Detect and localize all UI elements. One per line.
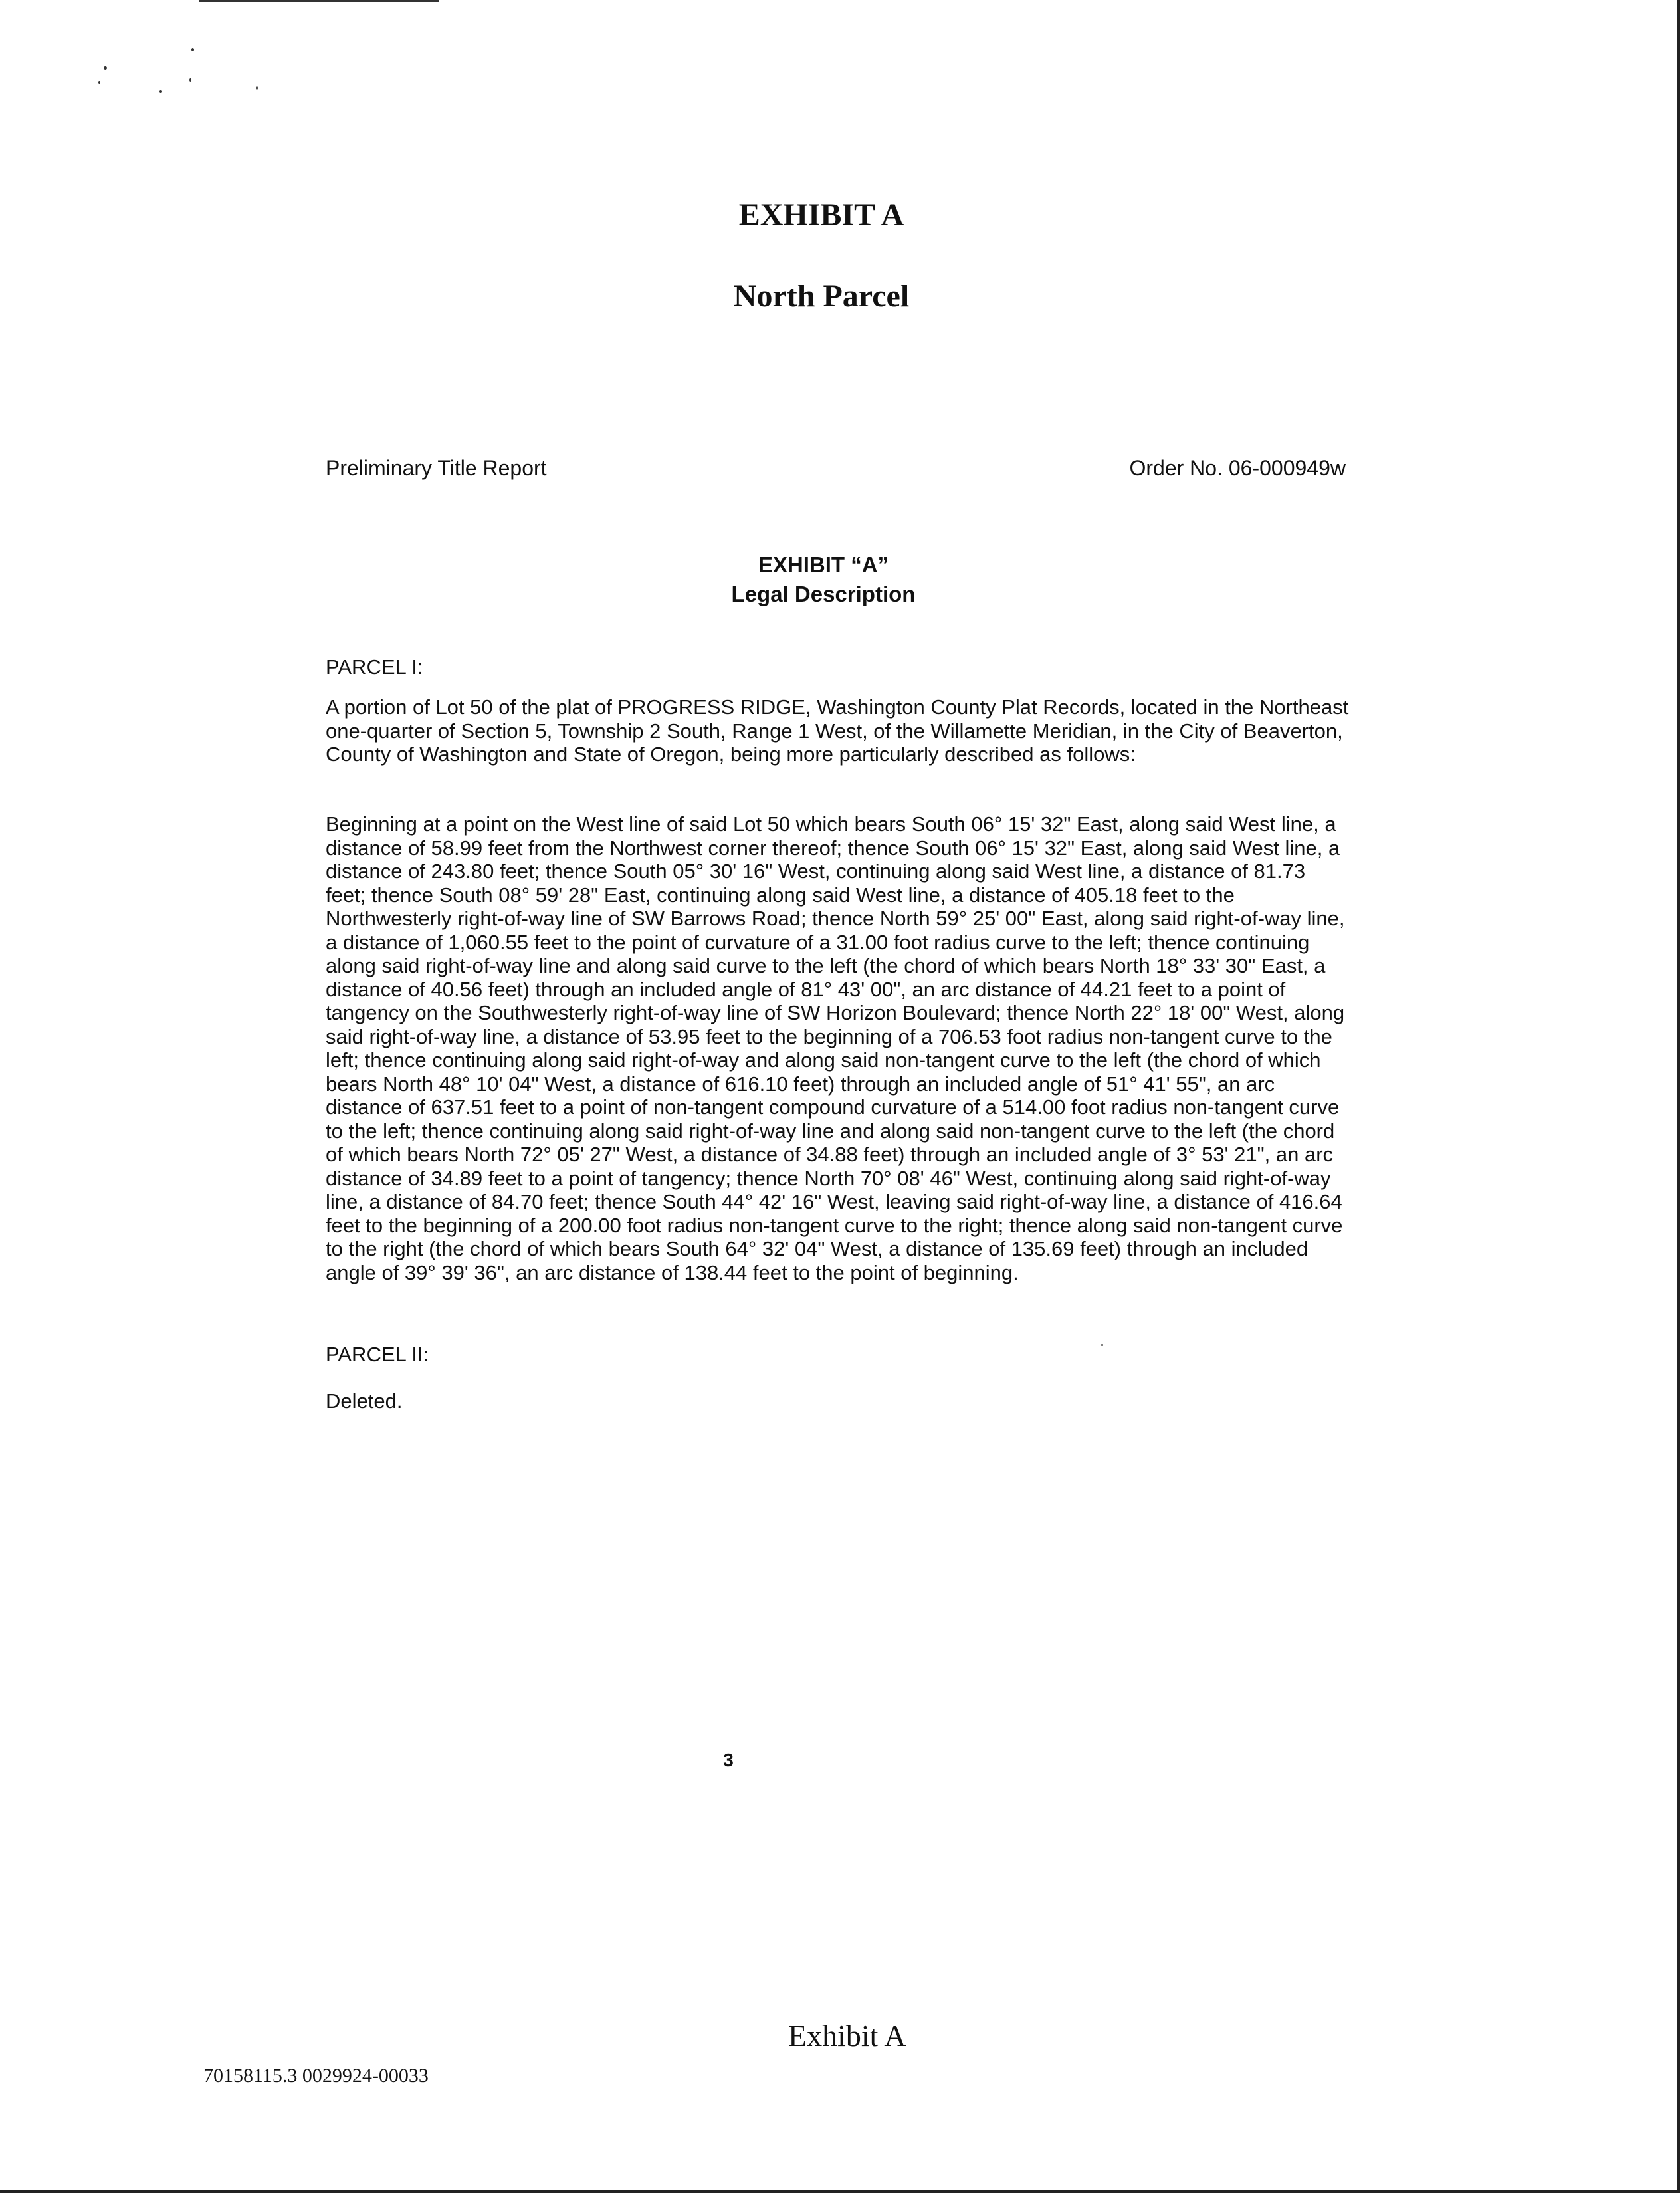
- scan-artifact-edge: [1677, 0, 1680, 2193]
- parcel-ii-label: PARCEL II:: [326, 1343, 429, 1366]
- legal-description-title: Legal Description: [731, 582, 916, 606]
- parcel-ii-text: Deleted.: [326, 1389, 403, 1413]
- parcel-i-label: PARCEL I:: [326, 655, 423, 679]
- legal-description-paragraph: Beginning at a point on the West line of said Lot 50 which bears South 06° 15' 32" East, along said West line, a distance of 58.99 feet from the Northwest corner thereof; thence South 06° 15' 32" East, along said West line, a distance of 243.80 feet; thence South 05° 30' 16" West, continuing along said West line, a distance of 81.73 feet; thence South 08° 59' 28" East, continuing along said West line, a distance of 405.18 feet to the Northwesterly right-of-way line of SW Barrows Road; thence North 59° 25' 00" East, along said right-of-way line, a distance of 1,060.55 feet to the point of curvature of a 31.00 foot radius curve to the left; thence continuing along said right-of-way line and along said curve to the left (the chord of which bears North 18° 33' 30" East, a distance of 40.56 feet) through an included angle of 81° 43' 00", an arc distance of 44.21 feet to a point of tangency on the Southwesterly right-of-way line of SW Horizon Boulevard; thence North 22° 18' 00" West, along said right-of-way line, a distance of 53.95 feet to the beginning of a 706.53 foot radius non-tangent curve to the left; thence continuing along said right-of-way and along said non-tangent curve to the left (the chord of which bears North 48° 10' 04" West, a distance of 616.10 feet) through an included angle of 51° 41' 55", an arc distance of 637.51 feet to a point of non-tangent compound curvature of a 514.00 foot radius non-tangent curve to the left; thence continuing along said right-of-way line and along said non-tangent curve to the left (the chord of which bears North 72° 05' 27" West, a distance of 34.88 feet) through an included angle of 3° 53' 21", an arc distance of 34.89 feet to a point of tangency; thence North 70° 08' 46" West, continuing along said right-of-way line, a distance of 84.70 feet; thence South 44° 42' 16" West, leaving said right-of-way line, a distance of 416.64 feet to the beginning of a 200.00 foot radius non-tangent curve to the right; thence along said non-tangent curve to the right (the chord of which bears South 64° 32' 04" West, a distance of 135.69 feet) through an included angle of 39° 39' 36", an arc distance of 138.44 feet to the point of beginning.: [326, 812, 1345, 1284]
- order-number: Order No. 06-000949w: [1129, 456, 1346, 480]
- scan-speck: [191, 48, 194, 51]
- scan-speck: [256, 86, 258, 90]
- scan-speck: [104, 66, 107, 70]
- scan-artifact-line: [336, 0, 375, 2]
- legal-exhibit-title: EXHIBIT “A”: [758, 552, 889, 577]
- page-number: 3: [723, 1750, 734, 1770]
- scan-speck: [98, 81, 100, 84]
- legal-title-block: [0, 550, 1663, 609]
- scan-speck: [159, 90, 162, 93]
- scan-speck: [189, 78, 191, 82]
- intro-paragraph: A portion of Lot 50 of the plat of PROGRESS RIDGE, Washington County Plat Records, located in the Northeast one-quarter of Section 5, Township 2 South, Range 1 West, of the Willamette Meridian, in the City of Beaverton, County of Washington and State of Oregon, being more particularly described as follows:: [326, 695, 1349, 766]
- scan-artifact-edge: [0, 2190, 1680, 2193]
- document-id: 70158115.3 0029924-00033: [203, 2065, 429, 2087]
- footer-exhibit-label: Exhibit A: [788, 2019, 906, 2053]
- exhibit-heading: EXHIBIT A: [738, 197, 904, 233]
- scan-artifact-line: [199, 0, 439, 2]
- parcel-heading: North Parcel: [733, 279, 910, 314]
- report-title: Preliminary Title Report: [326, 456, 547, 480]
